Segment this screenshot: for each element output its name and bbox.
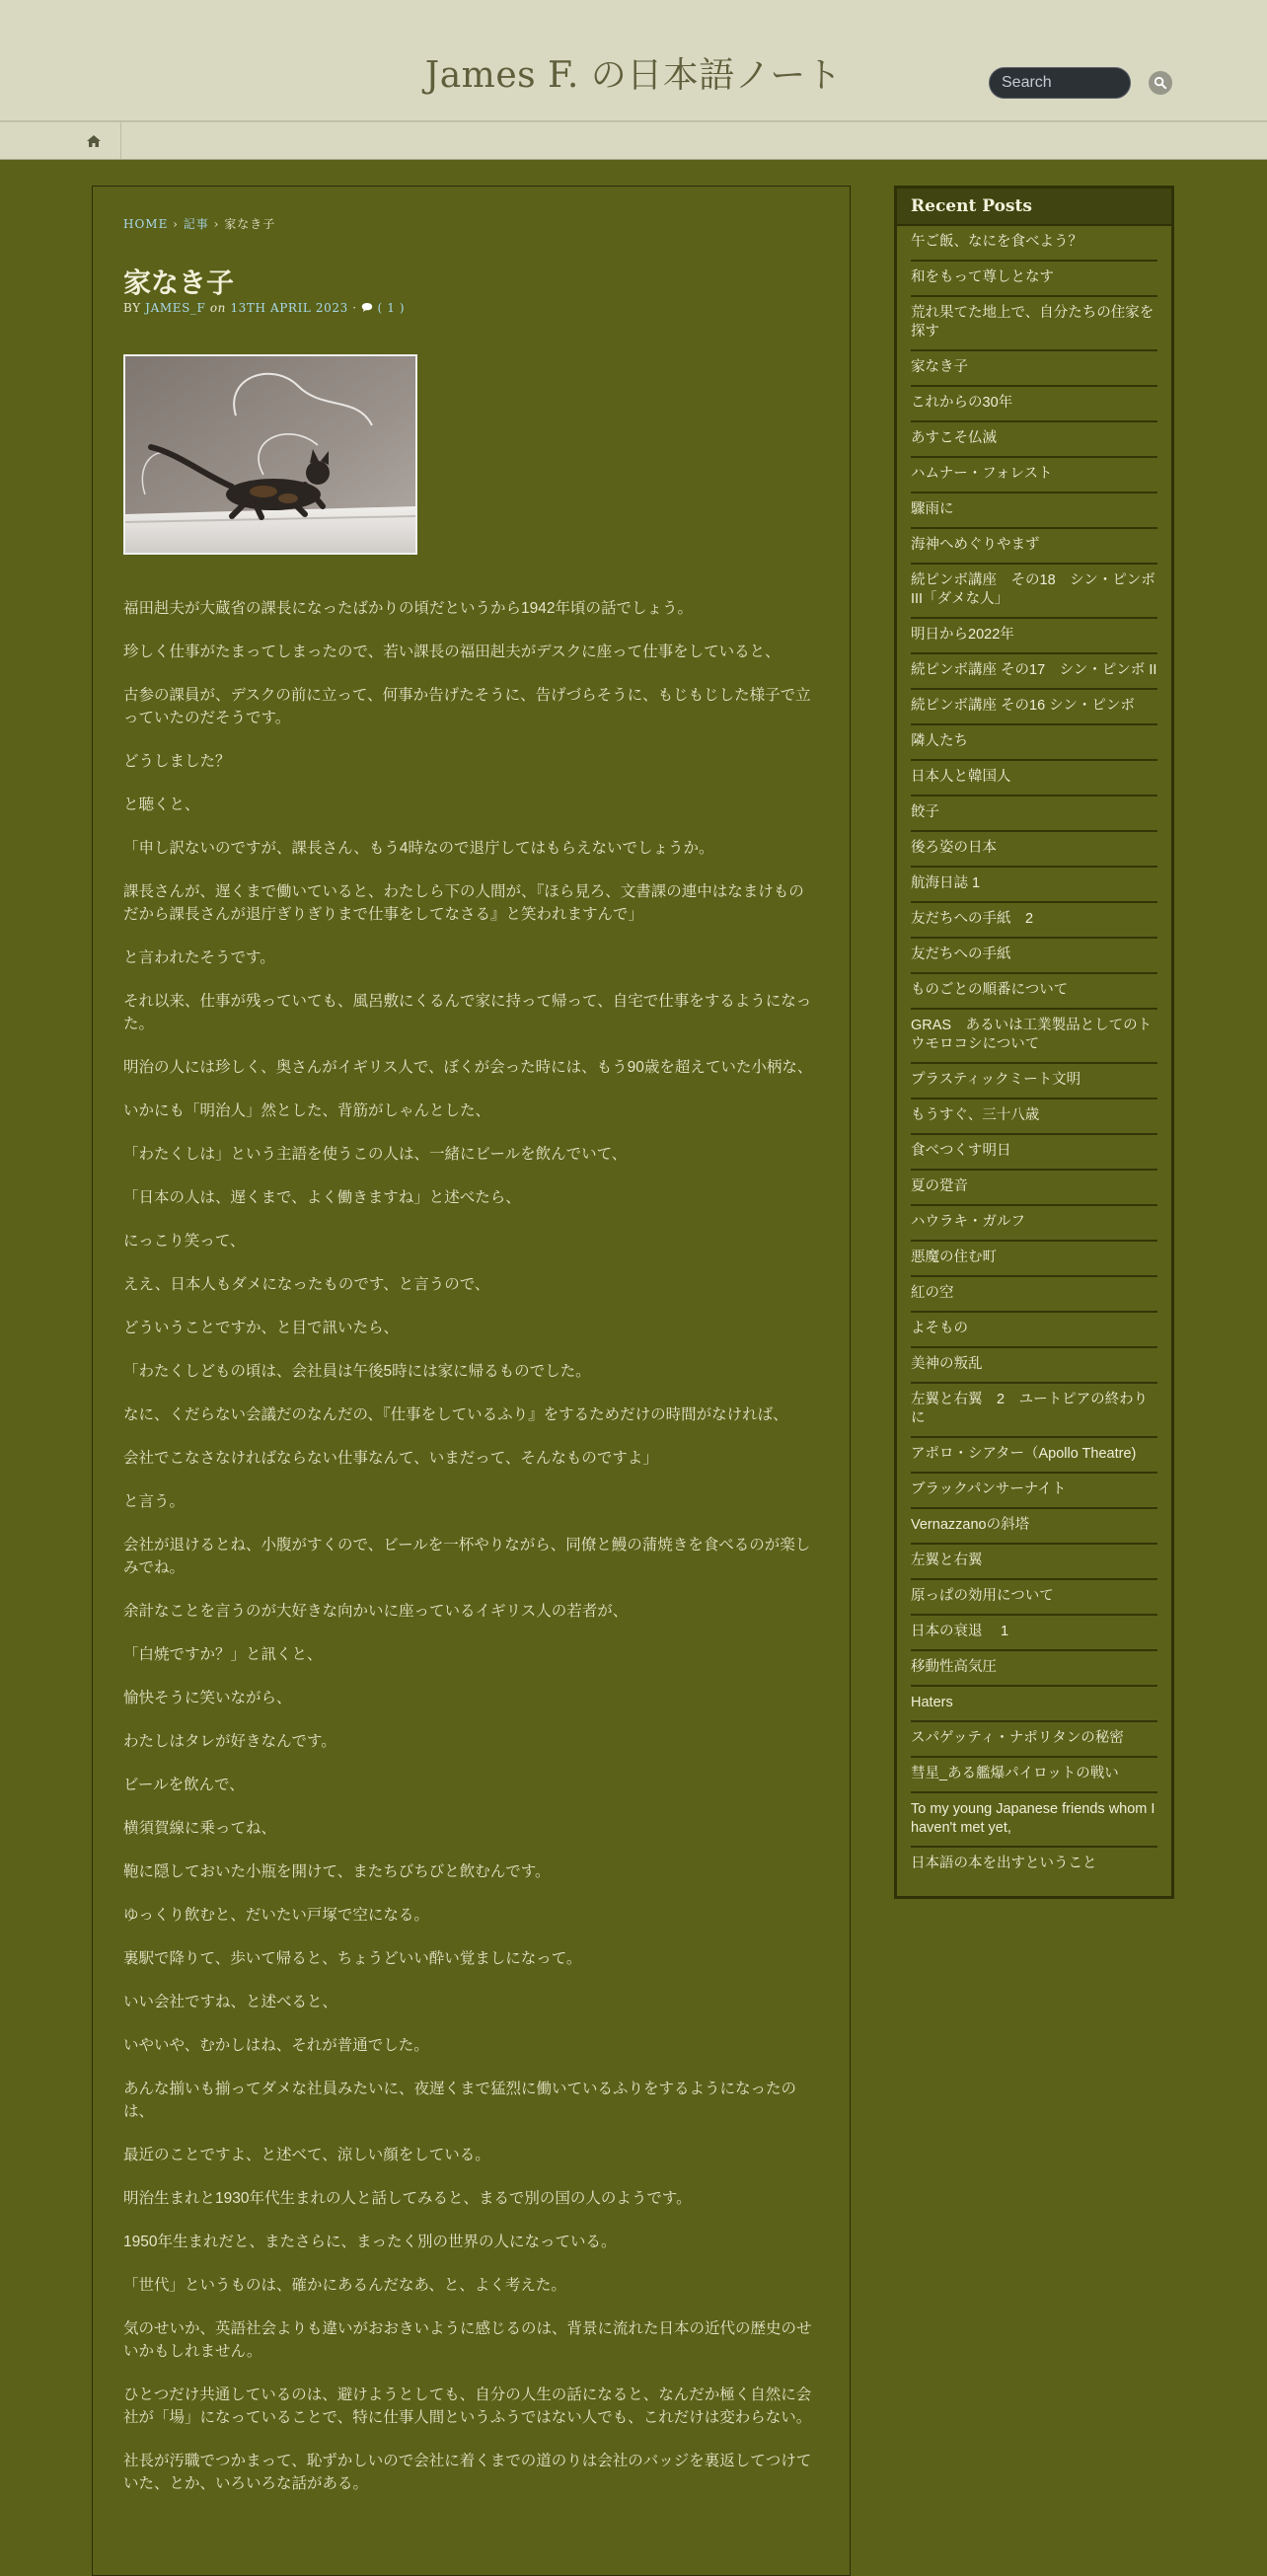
article-paragraph: 「わたくしどもの頃は、会社員は午後5時には家に帰るものでした。 [123,1363,591,1380]
comment-icon [361,302,373,313]
recent-post-link[interactable]: プラスティックミート文明 [911,1064,1157,1099]
article-paragraph: どういうことですか、と目で訊いたら、 [123,1320,400,1336]
search-button[interactable] [1149,71,1172,95]
breadcrumb [123,215,275,232]
article-paragraph: 「申し訳ないのですが、課長さん、もう4時なので退庁してはもらえないでしょうか。 [123,840,714,857]
recent-post-link[interactable]: 日本の衰退 1 [911,1616,1157,1651]
article-paragraph: 気のせいか、英語社会よりも違いがおおきいように感じるのは、背景に流れた日本の近代の歴史のせいかもしれません。 [123,2320,812,2360]
search-input[interactable] [989,67,1131,99]
recent-post-link[interactable]: 原っぱの効用について [911,1580,1157,1616]
recent-post-link[interactable]: 隣人たち [911,725,1157,761]
article-paragraph: 明治の人には珍しく、奥さんがイギリス人で、ぼくが会った時には、もう90歳を超えていた小柄な、 [123,1059,813,1076]
breadcrumb-separator: › [208,217,225,231]
recent-post-link[interactable]: 日本人と韓国人 [911,761,1157,796]
recent-post-link[interactable]: ハムナー・フォレスト [911,458,1157,493]
post-meta [123,301,405,315]
recent-post-link[interactable]: 彗星_ある艦爆パイロットの戦い [911,1758,1157,1793]
recent-post-link[interactable]: 友だちへの手紙 [911,939,1157,974]
post-content [92,186,851,2576]
recent-post-link[interactable]: 左翼と右翼 [911,1545,1157,1580]
article-paragraph: 「白焼ですか？」と訊くと、 [123,1646,323,1663]
recent-post-link[interactable]: 続ピンボ講座 その16 シン・ピンボ [911,690,1157,725]
article-paragraph: ゆっくり飲むと、だいたい戸塚で空になる。 [123,1907,429,1924]
recent-post-link[interactable]: GRAS あるいは工業製品としてのトウモロコシについて [911,1010,1157,1064]
recent-post-link[interactable]: 友だちへの手紙 2 [911,903,1157,939]
article-paragraph: 1950年生まれだと、またさらに、まったく別の世界の人になっている。 [123,2234,617,2250]
article-paragraph: 課長さんが、遅くまで働いていると、わたしら下の人間が、『ほら見ろ、文書課の連中はなまけものだから課長さんが退庁ぎりぎりまで仕事をしてなさる』と笑われますんで」 [123,883,804,923]
recent-post-link[interactable]: 紅の空 [911,1277,1157,1313]
article-paragraph: 最近のことですよ、と述べて、涼しい顔をしている。 [123,2147,490,2163]
recent-post-link[interactable]: 午ご飯、なにを食べよう？ [911,226,1157,262]
article-paragraph: どうしました？ [123,753,231,770]
search-icon [1154,76,1167,90]
article-paragraph: 古参の課員が、デスクの前に立って、何事か告げたそうに、告げづらそうに、もじもじした様子で立っていたのだそうです。 [123,687,811,726]
article-paragraph: 社長が汚職でつかまって、恥ずかしいので会社に着くまでの道のりは会社のバッジを裏返してつけていた、とか、いろいろな話がある。 [123,2453,812,2492]
recent-post-link[interactable]: 食べつくす明日 [911,1135,1157,1171]
recent-posts-list [897,226,1171,1881]
home-icon [86,134,102,148]
recent-post-link[interactable]: 海神へめぐりやまず [911,529,1157,565]
article-paragraph: あんな揃いも揃ってダメな社員みたいに、夜遅くまで猛烈に働いているふりをするようになったのは、 [123,2081,797,2120]
recent-post-link[interactable]: 荒れ果てた地上で、自分たちの住家を探す [911,297,1157,351]
nav-home-link[interactable] [67,122,121,159]
recent-post-link[interactable]: ものごとの順番について [911,974,1157,1010]
site-header [0,0,1267,121]
main-nav [0,121,1267,160]
article-paragraph: いやいや、むかしはね、それが普通でした。 [123,2037,429,2054]
article-paragraph: 横須賀線に乗ってね、 [123,1820,277,1837]
post-title: 家なき子 [123,266,235,299]
article-paragraph: 珍しく仕事がたまってしまったので、若い課長の福田赳夫がデスクに座って仕事をしていると、 [123,644,781,660]
post-image[interactable] [123,354,417,555]
recent-post-link[interactable]: 夏の跫音 [911,1171,1157,1206]
article-paragraph: それ以来、仕事が残っていても、風呂敷にくるんで家に持って帰って、自宅で仕事をするようになった。 [123,993,812,1032]
breadcrumb-current: 家なき子 [224,217,276,231]
article-paragraph: わたしはタレが好きなんです。 [123,1733,336,1750]
article-paragraph: いい会社ですね、と述べると、 [123,1994,338,2010]
recent-post-link[interactable]: 移動性高気圧 [911,1651,1157,1687]
article-paragraph: 「世代」というものは、確かにあるんだなあ、と、よく考えた。 [123,2277,566,2294]
comments-count: ( 1 ) [377,301,406,315]
site-title[interactable]: James F. の日本語ノート [424,55,843,96]
article-paragraph: にっこり笑って、 [123,1233,246,1250]
breadcrumb-category[interactable]: 記事 [183,217,209,231]
recent-post-link[interactable]: もうすぐ、三十八歳 [911,1099,1157,1135]
article-paragraph: と聴くと、 [123,796,200,813]
article-paragraph: 会社が退けるとね、小腹がすくので、ビールを一杯やりながら、同僚と鰻の蒲焼きを食べるのが楽しみでね。 [123,1537,811,1576]
article-paragraph: と言われたそうです。 [123,949,275,966]
recent-post-link[interactable]: よそもの [911,1313,1157,1348]
article-body [123,597,819,2516]
article-paragraph: いかにも「明治人」然とした、背筋がしゃんとした、 [123,1102,491,1119]
breadcrumb-home[interactable]: HOME [123,217,169,231]
article-paragraph: ビールを飲んで、 [123,1777,245,1793]
article-paragraph: 「わたくしは」という主語を使うこの人は、一緒にビールを飲んでいて、 [123,1146,628,1163]
meta-on: on [209,301,227,315]
article-paragraph: ひとつだけ共通しているのは、避けようとしても、自分の人生の話になると、なんだか極く自然に会社が「場」になっていることで、特に仕事人間というふうではない人でも、これだけは変わらない。 [123,2387,812,2426]
recent-post-link[interactable]: あすこそ仏滅 [911,422,1157,458]
article-paragraph: 会社でこなさなければならない仕事なんて、いまだって、そんなものですよ」 [123,1450,658,1467]
meta-separator: · [352,301,357,315]
recent-post-link[interactable]: 左翼と右翼 2 ユートピアの終わりに [911,1384,1157,1438]
article-paragraph: 「日本の人は、遅くまで、よく働きますね」と述べたら、 [123,1189,521,1206]
recent-post-link[interactable]: 家なき子 [911,351,1157,387]
recent-post-link[interactable]: 悪魔の住む町 [911,1242,1157,1277]
recent-post-link[interactable]: 続ピンボ講座 その17 シン・ピンボ II [911,654,1157,690]
article-paragraph: 鞄に隠しておいた小瓶を開けて、またちびちびと飲むんです。 [123,1863,551,1880]
recent-post-link[interactable]: 美神の叛乱 [911,1348,1157,1384]
recent-post-link[interactable]: 驟雨に [911,493,1157,529]
meta-by: BY [123,301,141,315]
article-paragraph: と言う。 [123,1493,186,1510]
recent-post-link[interactable]: Vernazzanoの斜塔 [911,1509,1157,1545]
article-paragraph: 余計なことを言うのが大好きな向かいに座っているイギリス人の若者が、 [123,1603,629,1620]
sidebar-title: Recent Posts [897,189,1171,226]
comments-link[interactable] [361,301,405,315]
article-paragraph: 愉快そうに笑いながら、 [123,1690,292,1706]
sidebar-recent-posts [894,186,1174,1899]
recent-post-link[interactable]: これからの30年 [911,387,1157,422]
author-link[interactable]: JAMES_F [145,301,206,315]
recent-post-link[interactable]: 日本語の本を出すということ [911,1856,1097,1871]
recent-post-link[interactable]: 明日から2022年 [911,619,1157,654]
breadcrumb-separator: › [168,217,184,231]
recent-post-link[interactable]: 餃子 [911,796,1157,832]
recent-post-link[interactable]: 和をもって尊しとなす [911,262,1157,297]
recent-post-link[interactable]: ブラックパンサーナイト [911,1474,1157,1509]
article-paragraph: 明治生まれと1930年代生まれの人と話してみると、まるで別の国の人のようです。 [123,2190,692,2207]
recent-post-link[interactable]: ハウラキ・ガルフ [911,1206,1157,1242]
recent-post-link[interactable]: 航海日誌 1 [911,868,1157,903]
cat-photo [125,356,415,553]
recent-post-link[interactable]: To my young Japanese friends whom I haven't met yet, [911,1793,1157,1848]
article-paragraph: 裏駅で降りて、歩いて帰ると、ちょうどいい酔い覚ましになって。 [123,1950,582,1967]
recent-post-link[interactable]: Haters [911,1687,1157,1722]
recent-post-link[interactable]: 後ろ姿の日本 [911,832,1157,868]
recent-post-link[interactable]: 続ピンボ講座 その18 シン・ピンボ III「ダメな人」 [911,565,1157,619]
recent-post-link[interactable]: スパゲッティ・ナポリタンの秘密 [911,1722,1157,1758]
recent-post-link[interactable]: アポロ・シアター（Apollo Theatre) [911,1438,1157,1474]
article-paragraph: なに、くだらない会議だのなんだの、『仕事をしているふり』をするためだけの時間がなければ、 [123,1406,788,1423]
post-date-link[interactable]: 13TH APRIL 2023 [230,301,348,315]
article-paragraph: 福田赳夫が大蔵省の課長になったばかりの頃だというから1942年頃の話でしょう。 [123,600,693,617]
article-paragraph: ええ、日本人もダメになったものです、と言うので、 [123,1276,490,1293]
